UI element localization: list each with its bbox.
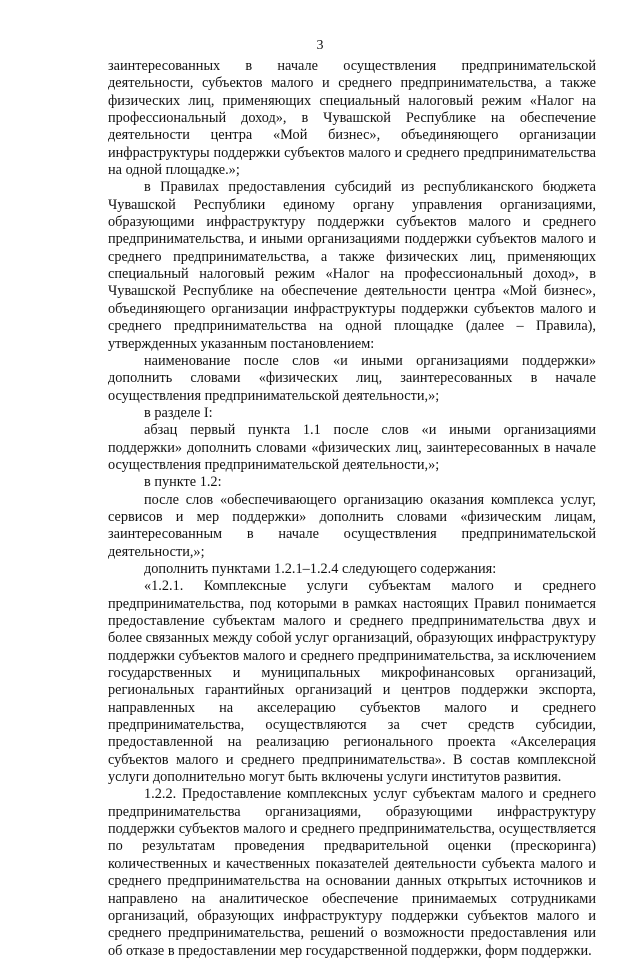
- paragraph: «1.2.1. Комплексные услуги субъектам малого и среднего предпринимательства, под которыми в рамках настоящих Правил понимается предоставление субъектам малого и среднего предпринимательства двух и более связанных между собой услуг организаций, образующих инфраструктуру поддержки субъектов малого и среднего предпринимательства, за исключением государственных и муниципальных микрофинансовых организаций, региональных гарантийных организаций и центров поддержки экспорта, направленных на акселерацию субъектов малого и среднего предпринимательства, осуществляются за счет средств субсидии, предоставленной на реализацию регионального проекта «Акселерация субъектов малого и среднего предпринимательства». В состав комплексной услуги дополнительно могут быть включены услуги институтов развития.: [108, 578, 596, 786]
- document-body: [108, 58, 596, 960]
- paragraph: в Правилах предоставления субсидий из республиканского бюджета Чувашской Республики единому органу управления организациями, образующими инфраструктуру поддержки субъектов малого и среднего предпринимательства, и иными организациями поддержки субъектов малого и среднего предпринимательства, а также физических лиц, применяющих специальный налоговый режим «Налог на профессиональный доход», в Чувашской Республике на обеспечение деятельности центра «Мой бизнес», объединяющего организации инфраструктуры поддержки субъектов малого и среднего предпринимательства на одной площадке (далее – Правила), утвержденных указанным постановлением:: [108, 179, 596, 352]
- paragraph: заинтересованных в начале осуществления предпринимательской деятельности, субъектов малого и среднего предпринимательства, а также физических лиц, применяющих специальный налоговый режим «Налог на профессиональный доход», в Чувашской Республике на обеспечение деятельности центра «Мой бизнес», объединяющего организации инфраструктуры поддержки субъектов малого и среднего предпринимательства на одной площадке.»;: [108, 58, 596, 179]
- page-number: 3: [316, 38, 324, 53]
- paragraph: дополнить пунктами 1.2.1–1.2.4 следующего содержания:: [144, 560, 497, 577]
- paragraph: в разделе I:: [144, 404, 213, 421]
- paragraph: 1.2.2. Предоставление комплексных услуг субъектам малого и среднего предпринимательства организациями, образующими инфраструктуру поддержки субъектов малого и среднего предпринимательства, осуществляется по результатам проведения предварительной оценки (прескоринга) количественных и качественных показателей деятельности субъекта малого и среднего предпринимательства на основании данных открытых источников и направлено на аналитическое обеспечение принимаемых сотрудниками организаций, образующих инфраструктуру поддержки субъектов малого и среднего предпринимательства, решений о возможности предоставления или об отказе в предоставлении мер государственной поддержки, форм поддержки.: [108, 786, 596, 959]
- paragraph: наименование после слов «и иными организациями поддержки» дополнить словами «физических лиц, заинтересованных в начале осуществления предпринимательской деятельности,»;: [108, 352, 596, 404]
- paragraph: абзац первый пункта 1.1 после слов «и иными организациями поддержки» дополнить словами «физических лиц, заинтересованных в начале осуществления предпринимательской деятельности,»;: [108, 422, 596, 473]
- paragraph: в пункте 1.2:: [144, 474, 222, 491]
- paragraph: после слов «обеспечивающего организацию оказания комплекса услуг, сервисов и мер поддержки» дополнить словами «физическим лицам, заинтересованным в начале осуществления предпринимательской деятельности,»;: [108, 491, 596, 560]
